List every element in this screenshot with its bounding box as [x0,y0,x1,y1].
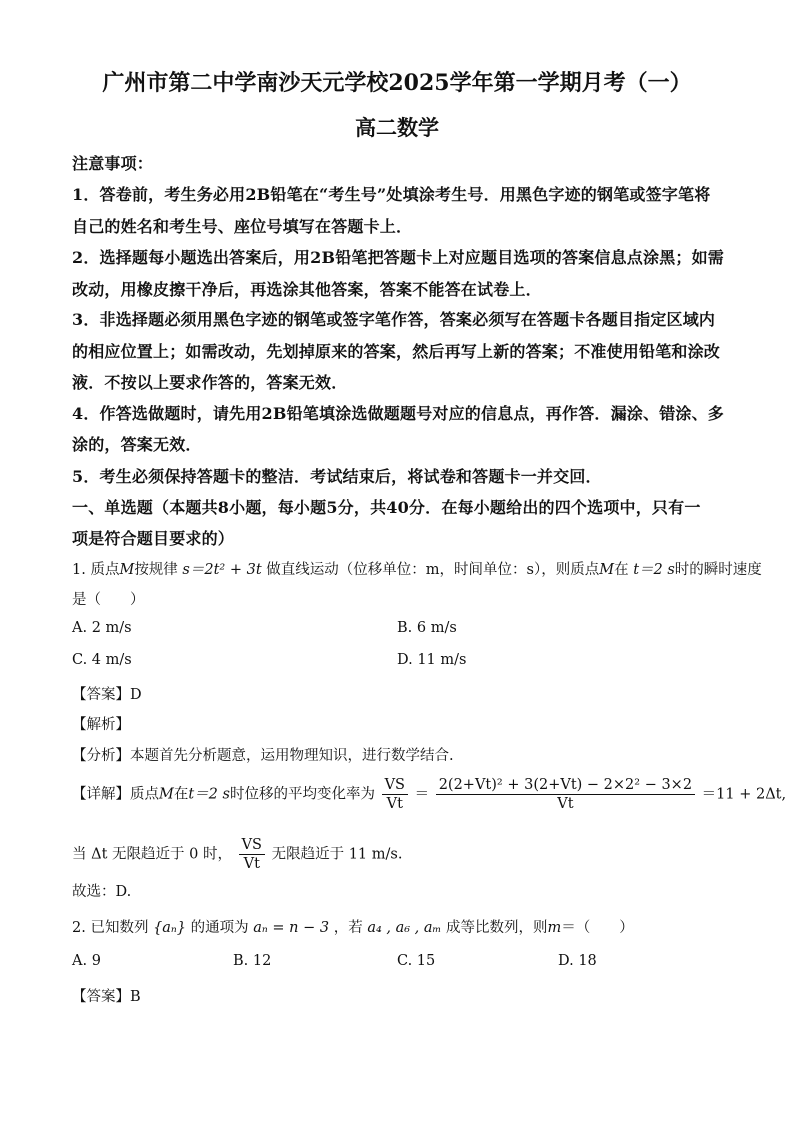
notice-line: 的相应位置上；如需改动，先划掉原来的答案，然后再写上新的答案；不准使用铅笔和涂改 [72,342,721,361]
q1-fenxi: 【分析】本题首先分析题意，运用物理知识，进行数学结合. [72,748,454,764]
notice-line: 4．作答选做题时，请先用2B铅笔填涂选做题题号对应的信息点，再作答．漏涂、错涂、多 [72,404,724,423]
exam-title: 广州市第二中学南沙天元学校2025学年第一学期月考（一） [102,70,692,96]
notice-line: 2．选择题每小题选出答案后，用2B铅笔把答题卡上对应题目选项的答案信息点涂黑；如需 [72,248,724,267]
question-2-stem: 2. 已知数列 {aₙ} 的通项为 aₙ = n − 3 ，若 a₄ , a₆ , aₘ 成等比数列，则m＝（ ） [72,920,634,936]
q1-limit: 当 Δt 无限趋近于 0 时， $\frac{VS}{Vt}$ 无限趋近于 11 m/s. [72,837,403,872]
notice-line: 涂的，答案无效． [72,435,202,454]
q2-option-d: D. 18 [558,953,597,969]
q2-answer: 【答案】B [72,989,141,1005]
notice-line: 3．非选择题必须用黑色字迹的钢笔或签字笔作答，答案必须写在答题卡各题目指定区域内 [72,310,716,329]
q1-option-d: D. 11 m/s [397,652,467,668]
fraction-vs-vt: $\frac{VS}{Vt}$ [382,776,408,813]
q2-option-b: B. 12 [233,953,272,969]
notice-line: 1．答卷前，考生务必用2B铅笔在“考生号”处填涂考生号．用黑色字迹的钢笔或签字笔将 [72,185,711,204]
section-heading: 一、单选题（本题共8小题，每小题5分，共40分．在每小题给出的四个选项中，只有一 [72,498,701,517]
q2-option-c: C. 15 [397,953,436,969]
notice-line: 自己的姓名和考生号、座位号填写在答题卡上． [72,217,413,236]
q1-answer: 【答案】D [72,687,142,703]
q1-analysis-label: 【解析】 [72,717,130,733]
question-1-stem-cont: 是（ ） [72,592,145,608]
q2-option-a: A. 9 [72,953,101,969]
notice-line: 5．考生必须保持答题卡的整洁．考试结束后，将试卷和答题卡一并交回． [72,467,602,486]
section-heading-cont: 项是符合题目要求的） [72,529,235,548]
q1-option-b: B. 6 m/s [397,620,457,636]
q1-option-a: A. 2 m/s [72,620,132,636]
q1-option-c: C. 4 m/s [72,652,132,668]
notice-line: 改动，用橡皮擦干净后，再选涂其他答案，答案不能答在试卷上． [72,280,542,299]
fraction-difference-quotient: $\frac{\text{2(2+Vt)² + 3(2+Vt) − 2×2² − 3×2}}{Vt}$ [436,776,695,813]
fraction-vs-vt-limit: $\frac{VS}{Vt}$ [239,836,265,873]
notice-line: 液．不按以上要求作答的，答案无效． [72,373,348,392]
question-1-stem: 1. 质点M按规律 s＝2t² + 3t 做直线运动（位移单位：m，时间单位：s），则质点M在 t＝2 s时的瞬时速度 [72,562,762,578]
notice-heading: 注意事项： [72,154,154,173]
subject-title: 高二数学 [355,115,439,140]
q1-choose: 故选：D. [72,884,132,900]
q1-detail: 【详解】质点M在t＝2 s时位移的平均变化率为 $\frac{VS}{Vt}$ ＝ $\frac{\text{2(2+Vt)² + 3(2+Vt) − 2×2² − 3×2}}{Vt}$ ＝11 + 2Δt, [72,777,787,812]
